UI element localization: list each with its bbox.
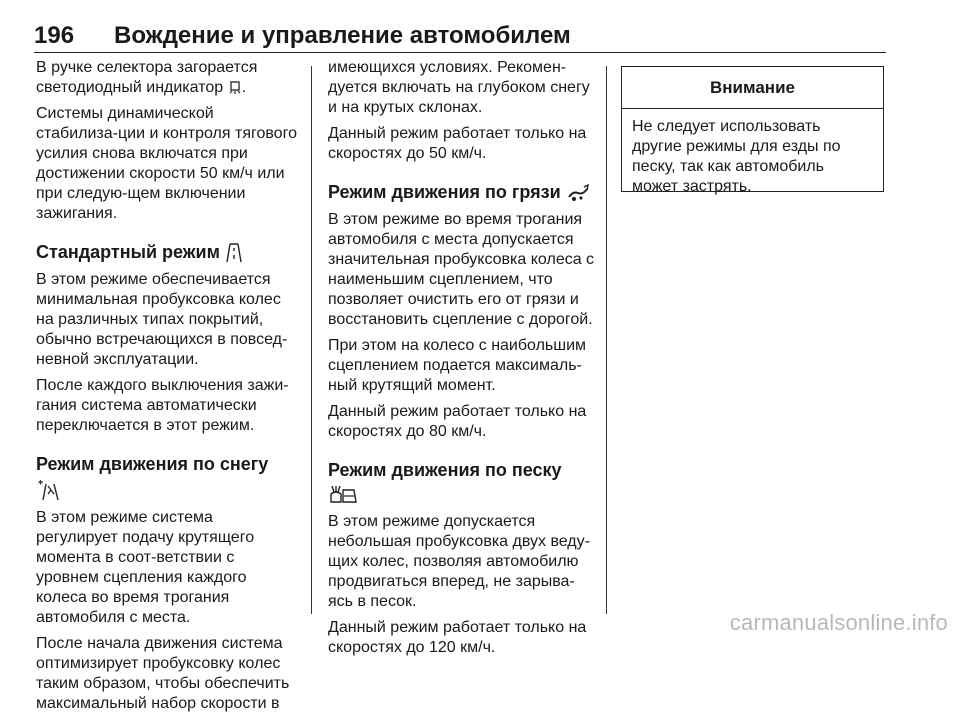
paragraph: В этом режиме допускается небольшая пробуксовка двух веду-щих колес, позволяя автомобилю продвигаться вперед, не зарыва-ясь в песок. [328,513,590,611]
warning-title: Внимание [622,67,883,109]
paragraph: После начала движения система оптимизирует пробуксовку колес таким образом, чтобы обеспечить максимальный набор скорости в [36,634,290,712]
paragraph: При этом на колесо с наибольшим сцеплением подается максималь-ный крутящий момент. [328,337,587,394]
paragraph: В этом режиме система регулирует подачу крутящего момента в соот-ветствии с уровнем сцепления каждого колеса во время трогания автомобиля с места. [36,508,255,626]
watermark: carmanualsonline.info [729,610,948,635]
paragraph: После каждого выключения зажи-гания система автоматически переключается в этот режим. [36,377,289,435]
sand-icon [328,484,358,506]
paragraph: Системы динамической стабилиза-ции и контроля тягового усилия снова включатся при достижении скорости 50 км/ч или при следую-щем включении зажигания. [36,105,297,222]
mud-icon [566,183,590,203]
paragraph: Данный режим работает только на скоростях до 50 км/ч. [328,125,587,162]
section-heading-mud: Режим движения по грязи [328,180,596,204]
column-divider [311,66,312,614]
warning-body: Не следует использовать другие режимы для езды по песку, так как автомобиль может застрять. [632,118,841,195]
column-2 [328,58,596,664]
paragraph: В этом режиме во время трогания автомобиля с места допускается значительная пробуксовка колеса с наименьшим сцеплением, что позволяет очистить его от грязи и восстановить сцепление с дорогой. [328,211,595,328]
road-icon [225,242,243,264]
svg-text:*: * [38,478,44,490]
section-heading-standard: Стандартный режим [36,240,298,264]
paragraph: имеющихся условиях. Рекомен-дуется включать на глубоком снегу и на крутых склонах. [328,59,590,116]
paragraph: В этом режиме обеспечивается минимальная пробуксовка колес на различных типах покрытий, обычно встречающихся в повсед-невной эксплуатации. [36,271,288,369]
page-number: 196 [34,22,75,49]
page-title: Вождение и управление автомобилем [114,22,571,49]
column-1 [36,58,298,720]
paragraph: Данный режим работает только на скоростях до 120 км/ч. [328,619,587,657]
paragraph: В ручке селектора загорается светодиодный индикатор . [36,59,258,96]
warning-box [621,66,884,195]
column-divider [606,66,607,614]
page-header [34,22,886,53]
section-heading-sand: Режим движения по песку [328,458,596,506]
esp-off-indicator-icon [228,80,242,96]
section-heading-snow: Режим движения по снегу * [36,452,298,501]
paragraph: Данный режим работает только на скоростях до 80 км/ч. [328,403,587,440]
snowflake-road-icon [36,478,62,502]
